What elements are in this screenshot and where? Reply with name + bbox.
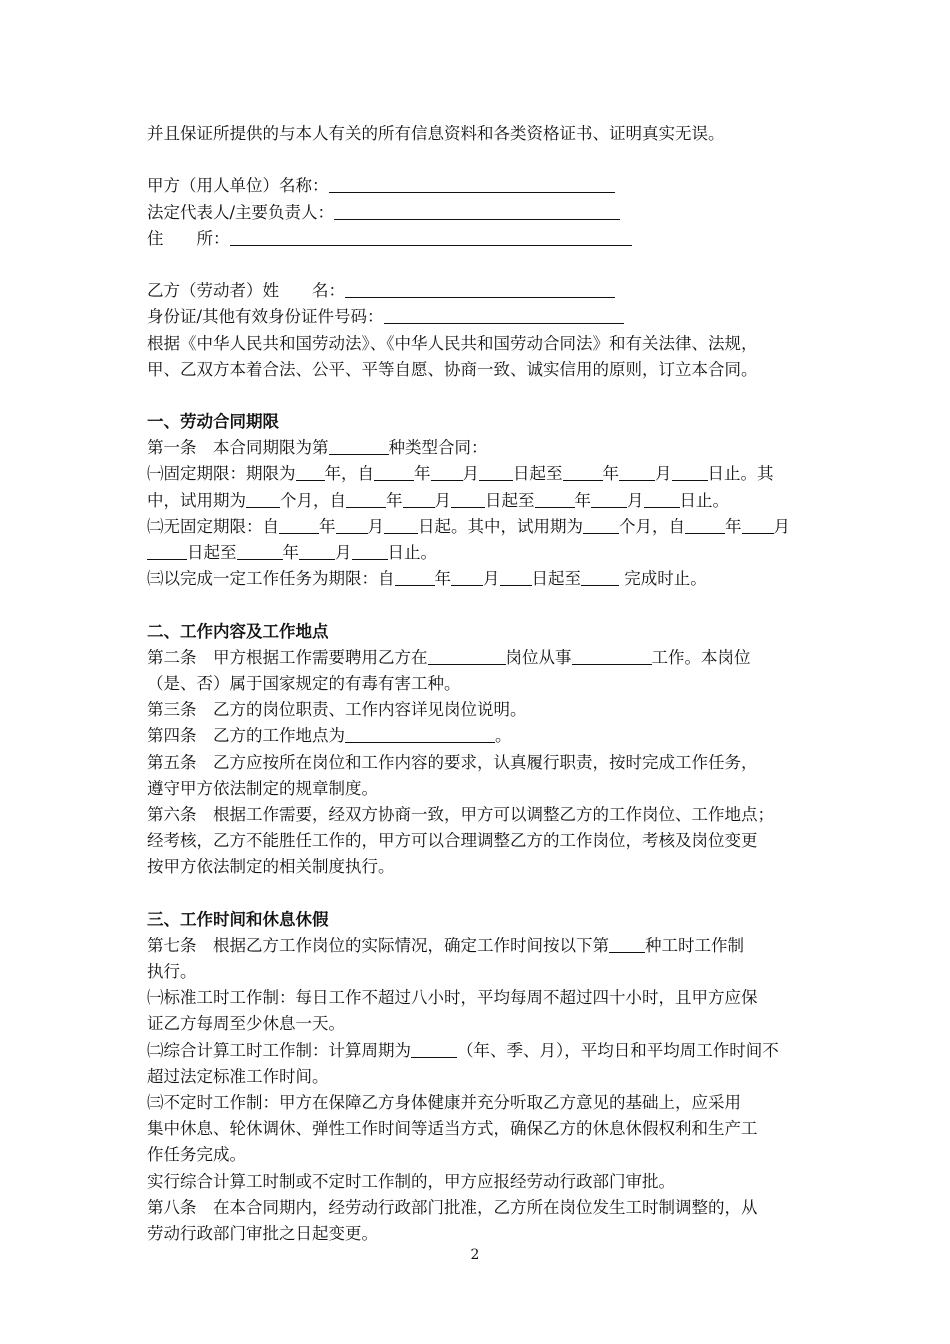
blank-field[interactable]	[403, 490, 435, 508]
text-line: （是、否）属于国家规定的有毒有害工种。	[147, 673, 461, 693]
clause-line: ㈢以完成一定工作任务为期限：自 年 月 日起至 完成时止。	[147, 569, 707, 589]
contract-body	[147, 121, 837, 1247]
clause-line: ㈠固定期限：期限为 年，自 年 月 日起至 年 月 日止。其	[147, 464, 774, 484]
blank-field[interactable]	[428, 647, 506, 665]
blank-field[interactable]	[451, 490, 485, 508]
clause-line: 第一条 本合同期限为第 种类型合同：	[147, 438, 488, 458]
blank-field[interactable]	[609, 935, 645, 953]
text-line: 按甲方依法制定的相关制度执行。	[147, 857, 395, 877]
blank-field[interactable]	[535, 490, 575, 508]
clause-line: ㈡综合计算工时工作制：计算周期为 （年、季、月），平均日和平均周工作时间不	[147, 1040, 779, 1060]
blank-field[interactable]	[329, 175, 615, 193]
blank-field[interactable]	[451, 568, 483, 586]
text-line: 第五条 乙方应按所在岗位和工作内容的要求，认真履行职责，按时完成工作任务，	[147, 752, 758, 772]
blank-field[interactable]	[411, 1040, 457, 1058]
clause-line: 第七条 根据乙方工作岗位的实际情况，确定工作时间按以下第 种工时工作制	[147, 935, 744, 955]
blank-field[interactable]	[384, 516, 418, 534]
page-number: 2	[470, 1247, 480, 1263]
clause-line: 第二条 甲方根据工作需要聘用乙方在 岗位从事 工作。本岗位	[147, 647, 751, 667]
blank-field[interactable]	[279, 516, 319, 534]
blank-field[interactable]	[619, 463, 655, 481]
blank-field[interactable]	[395, 568, 435, 586]
blank-field[interactable]	[685, 516, 725, 534]
text-line: 第六条 根据工作需要，经双方协商一致，甲方可以调整乙方的工作岗位、工作地点；	[147, 804, 774, 824]
text-line: 实行综合计算工时制或不定时工作制的，甲方应报经劳动行政部门审批。	[147, 1171, 675, 1191]
clause-line: 日起至 年 月 日止。	[147, 540, 837, 566]
blank-field[interactable]	[583, 516, 619, 534]
text-line: 执行。	[147, 962, 197, 981]
clause-line: 第四条 乙方的工作地点为 。	[147, 726, 512, 746]
text-line: 经考核，乙方不能胜任工作的，甲方可以合理调整乙方的工作岗位，考核及岗位变更	[147, 831, 758, 851]
blank-field[interactable]	[479, 463, 513, 481]
blank-field[interactable]	[591, 490, 627, 508]
text-line: 第八条 在本合同期内，经劳动行政部门批准，乙方所在岗位发生工时制调整的，从	[147, 1197, 758, 1217]
blank-field[interactable]	[572, 647, 652, 665]
blank-field[interactable]	[384, 306, 624, 324]
blank-field[interactable]	[345, 725, 495, 743]
text-line: 根据《中华人民共和国劳动法》、《中华人民共和国劳动合同法》和有关法律、法规，	[147, 333, 758, 353]
blank-field[interactable]	[346, 490, 386, 508]
text-line: 甲、乙双方本着合法、公平、平等自愿、协商一致、诚实信用的原则，订立本合同。	[147, 359, 758, 379]
text-line: 并且保证所提供的与本人有关的所有信息资料和各类资格证书、证明真实无误。	[147, 124, 725, 143]
party-b-name-row: 乙方（劳动者）姓 名：	[147, 278, 837, 304]
blank-field[interactable]	[329, 437, 389, 455]
text-line: 集中休息、轮休调休、弹性工作时间等适当方式，确保乙方的休息休假权利和生产工	[147, 1119, 758, 1139]
blank-field[interactable]	[237, 542, 283, 560]
blank-field[interactable]	[299, 542, 335, 560]
legal-representative-row: 法定代表人/主要负责人：	[147, 200, 837, 226]
blank-field[interactable]	[336, 516, 368, 534]
blank-field[interactable]	[296, 463, 325, 481]
blank-field[interactable]	[334, 202, 620, 220]
blank-field[interactable]	[672, 463, 708, 481]
blank-field[interactable]	[742, 516, 774, 534]
text-line: 作任务完成。	[147, 1145, 246, 1165]
section-heading: 二、工作内容及工作地点	[147, 621, 329, 641]
text-line: ㈠标准工时工作制：每日工作不超过八小时，平均每周不超过四十小时，且甲方应保	[147, 988, 758, 1008]
clause-line: 中，试用期为 个月，自 年 月 日起至 年 月 日止。	[147, 490, 729, 510]
blank-field[interactable]	[374, 463, 414, 481]
text-line: 超过法定标准工作时间。	[147, 1066, 329, 1086]
text-line: ㈢不定时工作制：甲方在保障乙方身体健康并充分听取乙方意见的基础上，应采用	[147, 1092, 741, 1112]
address-row: 住 所：	[147, 226, 837, 252]
blank-field[interactable]	[644, 490, 680, 508]
blank-field[interactable]	[581, 568, 619, 586]
text-line: 证乙方每周至少休息一天。	[147, 1014, 345, 1034]
blank-field[interactable]	[352, 542, 388, 560]
text-line: 遵守甲方依法制定的规章制度。	[147, 778, 378, 798]
blank-field[interactable]	[345, 280, 615, 298]
blank-field[interactable]	[563, 463, 603, 481]
clause-line: ㈡无固定期限：自 年 月 日起。其中，试用期为 个月，自 年 月	[147, 516, 790, 536]
blank-field[interactable]	[230, 228, 632, 246]
section-heading: 一、劳动合同期限	[147, 412, 279, 432]
party-a-name-row: 甲方（用人单位）名称：	[147, 173, 837, 199]
blank-field[interactable]	[147, 542, 187, 560]
blank-field[interactable]	[431, 463, 463, 481]
section-heading: 三、工作时间和休息休假	[147, 909, 329, 929]
blank-field[interactable]	[246, 490, 280, 508]
text-line: 第三条 乙方的岗位职责、工作内容详见岗位说明。	[147, 700, 527, 720]
text-line: 劳动行政部门审批之日起变更。	[147, 1223, 378, 1243]
id-number-row: 身份证/其他有效身份证件号码：	[147, 304, 837, 330]
blank-field[interactable]	[500, 568, 532, 586]
